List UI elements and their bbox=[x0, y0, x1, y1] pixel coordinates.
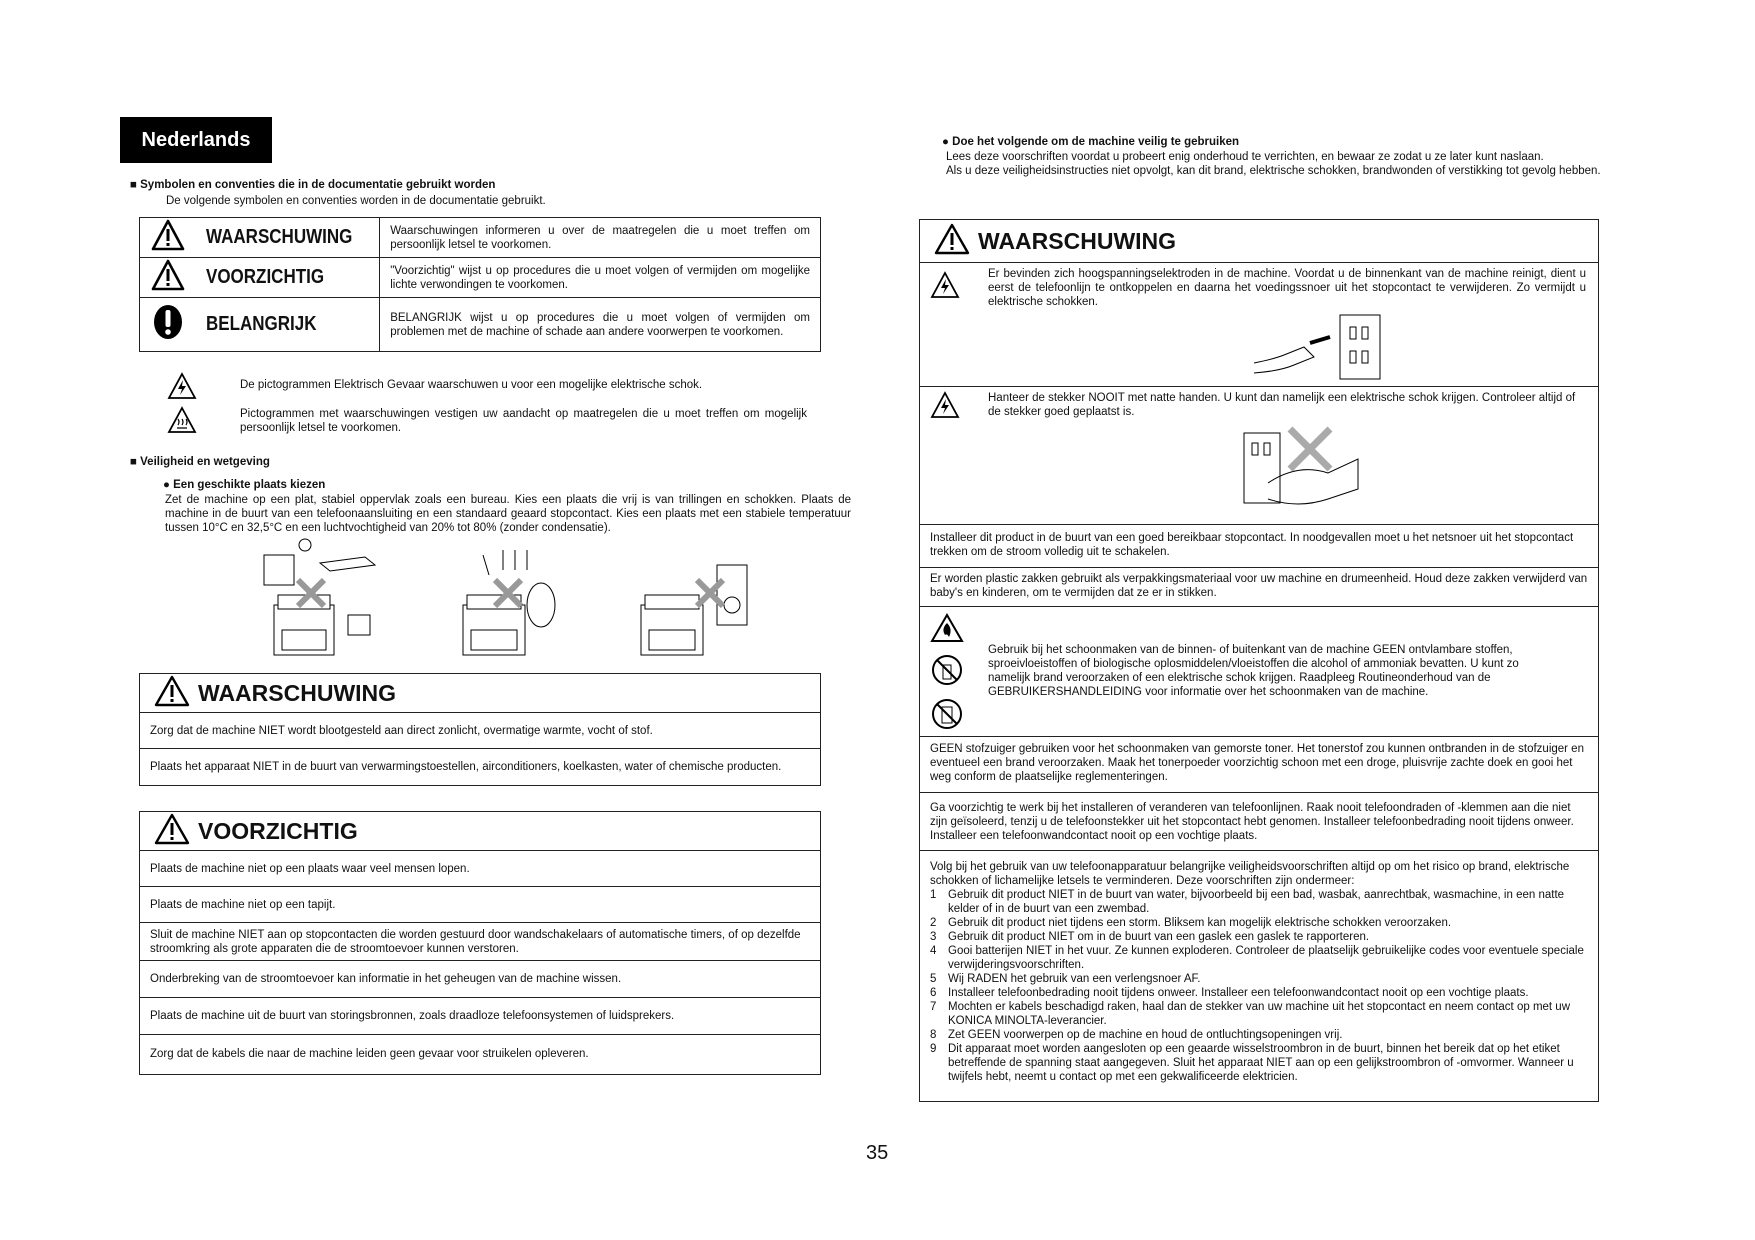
electrical-hazard-icon bbox=[930, 271, 960, 303]
pictogram-text-warning: Pictogrammen met waarschuwingen vestigen uw aandacht op maatregelen die u moet treffen om mogelijk persoonlijk letsel te voorkomen. bbox=[240, 408, 807, 434]
right-warning-box bbox=[919, 219, 1599, 1102]
right-row-outlet: Installeer dit product in de buurt van een goed bereikbaar stopcontact. In noodgevallen moet u het netsnoer uit het stopcontact trekken om de stroom volledig uit te schakelen. bbox=[920, 524, 1598, 567]
right-row-text: Er bevinden zich hoogspanningselektroden in de machine. Voordat u de binnenkant van de machine reinigt, dient u eerst de telefoonlijn te ontkoppelen en daarna het voedingssnoer uit het stopcontact te verwijderen. Zo vermijdt u elektrische schokken. bbox=[988, 268, 1586, 308]
right-intro-title: ● Doe het volgende om de machine veilig te gebruiken bbox=[942, 136, 1240, 148]
symbols-table bbox=[139, 217, 821, 352]
right-row-phone-lines: Ga voorzichtig te werk bij het installeren of veranderen van telefoonlijnen. Raak nooit telefoondraden of -klemmen aan die niet zijn geïsoleerd, tenzij u de telefoonstekker uit het stopcontact hebt genomen. Installeer telefoonbedrading nooit tijdens onweer. Installeer een telefoonwandcontact nooit op een vochtige plaats. bbox=[920, 792, 1598, 850]
symbol-row-caution bbox=[140, 258, 821, 298]
hot-surface-icon bbox=[167, 406, 197, 439]
symbol-row-warning bbox=[140, 218, 821, 258]
exclamation-circle-icon bbox=[140, 298, 197, 352]
pictogram-text-electrical: De pictogrammen Elektrisch Gevaar waarschuwen u voor een mogelijke elektrische schok. bbox=[240, 379, 703, 391]
language-tab: Nederlands bbox=[120, 117, 272, 163]
list-item: 1 Gebruik dit product NIET in de buurt van water, bijvoorbeeld bij een bad, wasbak, aanrechtbak, wasmachine, in een natte kelder of in de buurt van een zwembad. bbox=[930, 889, 1565, 915]
left-warning-row: Zorg dat de machine NIET wordt blootgesteld aan direct zonlicht, overmatige warmte, vocht of stof. bbox=[140, 712, 820, 748]
right-row-phone-safety bbox=[920, 850, 1598, 1100]
section-title-symbols: ■ Symbolen en conventies die in de documentatie gebruikt worden bbox=[130, 179, 496, 191]
list-item: 3 Gebruik dit product NIET om in de buurt van een gaslek een gaslek te rapporteren. bbox=[930, 931, 1370, 943]
list-item: 5 Wij RADEN het gebruik van een verlengsnoer AF. bbox=[930, 973, 1201, 985]
warning-triangle-icon bbox=[154, 675, 190, 712]
symbol-row-important bbox=[140, 298, 821, 352]
right-row-text: Hanteer de stekker NOOIT met natte handen. U kunt dan namelijk een elektrische schok krijgen. Controleer altijd of de stekker goed geplaatst is. bbox=[988, 392, 1576, 418]
right-row-plastic-bags: Er worden plastic zakken gebruikt als verpakkingsmateriaal voor uw machine en drumeenheid. Houd deze zakken verwijderd van baby's en kinderen, om te vermijden dat ze er in stikken. bbox=[920, 567, 1598, 606]
left-caution-row: Plaats de machine niet op een tapijt. bbox=[140, 886, 820, 922]
left-caution-title: VOORZICHTIG bbox=[198, 817, 358, 844]
right-warning-header bbox=[920, 220, 1598, 262]
list-item: 4 Gooi batterijen NIET in het vuur. Ze kunnen exploderen. Controleer de plaatselijk gebruikelijke codes voor eventuele speciale verwijderingsvoorschriften. bbox=[930, 945, 1584, 971]
left-warning-row: Plaats het apparaat NIET in de buurt van verwarmingstoestellen, airconditioners, koelkasten, water of chemische producten. bbox=[140, 748, 820, 785]
list-item: 6 Installeer telefoonbedrading nooit tijdens onweer. Installeer een telefoonwandcontact nooit op een vochtige plaats. bbox=[930, 987, 1529, 999]
illustration-speaker bbox=[637, 555, 757, 670]
warning-triangle-icon bbox=[140, 258, 197, 298]
right-row-text: Volg bij het gebruik van uw telefoonapparatuur belangrijke veiligheidsvoorschriften altijd op om het risico op brand, elektrische schokken of lichamelijke letsels te verminderen. Deze voorschriften zijn ondermeer: bbox=[930, 861, 1570, 887]
left-caution-header bbox=[140, 812, 820, 850]
symbol-word-caution: VOORZICHTIG bbox=[206, 266, 325, 288]
illustration-water-chemicals bbox=[453, 535, 573, 670]
left-warning-box bbox=[139, 673, 821, 786]
section-title-safety: ■ Veiligheid en wetgeving bbox=[130, 456, 270, 468]
right-intro-text1: Lees deze voorschriften voordat u probeert enig onderhoud te verrichten, en bewaar ze zodat u ze later kunt naslaan. bbox=[946, 151, 1544, 163]
left-warning-header bbox=[140, 674, 820, 712]
no-flammable-icon bbox=[930, 697, 964, 735]
unplug-illustration bbox=[1250, 311, 1390, 387]
symbol-word-important: BELANGRIJK bbox=[206, 313, 317, 335]
left-caution-box bbox=[139, 811, 821, 1075]
right-intro-text2: Als u deze veiligheidsinstructies niet opvolgt, kan dit brand, elektrische schokken, brandwonden of verstikking tot gevolg hebben. bbox=[946, 165, 1601, 177]
left-warning-title: WAARSCHUWING bbox=[198, 679, 397, 706]
wet-hands-illustration bbox=[1240, 423, 1370, 523]
symbol-word-warning: WAARSCHUWING bbox=[206, 226, 353, 248]
right-row-electrodes bbox=[920, 262, 1598, 386]
illustration-sun-heat bbox=[260, 535, 380, 670]
electrical-hazard-icon bbox=[930, 391, 960, 423]
section-intro-symbols: De volgende symbolen en conventies worden in de documentatie gebruikt. bbox=[166, 195, 546, 207]
subsection-title-location: ● Een geschikte plaats kiezen bbox=[163, 479, 326, 491]
left-caution-row: Plaats de machine uit de buurt van storingsbronnen, zoals draadloze telefoonsystemen of luidsprekers. bbox=[140, 997, 820, 1034]
electrical-hazard-icon bbox=[167, 372, 197, 405]
left-caution-row: Sluit de machine NIET aan op stopcontacten die worden gestuurd door wandschakelaars of automatische timers, of op dezelfde stroomkring als grote apparaten die de stroomtoevoer kunnen verstoren. bbox=[140, 922, 820, 960]
right-row-toner: GEEN stofzuiger gebruiken voor het schoonmaken van gemorste toner. Het tonerstof zou kunnen ontbranden in de stofzuiger en eventueel een brand veroorzaken. Maak het tonerpoeder voorzichtig schoon met een droge, pluisvrije zachte doek en gooi het weg conform de plaatselijke reglementeringen. bbox=[920, 736, 1598, 792]
left-caution-row: Plaats de machine niet op een plaats waar veel mensen lopen. bbox=[140, 850, 820, 886]
list-item: 2 Gebruik dit product niet tijdens een storm. Bliksem kan mogelijk elektrische schokken veroorzaken. bbox=[930, 917, 1452, 929]
list-item: 8 Zet GEEN voorwerpen op de machine en houd de ontluchtingsopeningen vrij. bbox=[930, 1029, 1343, 1041]
safety-list bbox=[930, 888, 1588, 1084]
symbol-desc-important: BELANGRIJK wijst u op procedures die u moet volgen of vermijden om problemen met de machine of schade aan andere voorwerpen te voorkomen. bbox=[380, 298, 821, 352]
page-number: 35 bbox=[866, 1142, 889, 1164]
symbol-desc-caution: "Voorzichtig" wijst u op procedures die u moet volgen of vermijden om mogelijke lichte verwondingen te voorkomen. bbox=[380, 258, 821, 298]
subsection-text-location: Zet de machine op een plat, stabiel oppervlak zoals een bureau. Kies een plaats die vrij is van trillingen en schokken. Plaats de machine in de buurt van een telefoonaansluiting en een standaard geaard stopcontact. Kies een plaats met een stabiele temperatuur tussen 10°C en 32,5°C en een luchtvochtigheid van 20% tot 80% (zonder condensatie). bbox=[165, 494, 851, 534]
warning-triangle-icon bbox=[154, 813, 190, 850]
right-row-wet-hands bbox=[920, 386, 1598, 524]
warning-triangle-icon bbox=[934, 223, 970, 260]
left-caution-row: Zorg dat de kabels die naar de machine leiden geen gevaar voor struikelen opleveren. bbox=[140, 1034, 820, 1072]
fire-hazard-icon bbox=[930, 613, 964, 647]
list-item: 9 Dit apparaat moet worden aangesloten op een geaarde wisselstroombron in de buurt, binnen het bereik dat op het etiket betreffende de spanning staat aangegeven. Sluit het apparaat NIET aan op een gelijkstroombron of -omvormer. Wanneer u twijfels hebt, neemt u contact op met een gekwalificeerde elektricien. bbox=[930, 1043, 1574, 1083]
right-warning-title: WAARSCHUWING bbox=[978, 227, 1177, 254]
symbol-desc-warning: Waarschuwingen informeren u over de maatregelen die u moet treffen om persoonlijk letsel te voorkomen. bbox=[380, 218, 821, 258]
list-item: 7 Mochten er kabels beschadigd raken, haal dan de stekker van uw machine uit het stopcontact en neem contact op met uw KONICA MINOLTA-leverancier. bbox=[930, 1001, 1571, 1027]
right-row-cleaning bbox=[920, 606, 1598, 736]
right-row-text: Gebruik bij het schoonmaken van de binnen- of buitenkant van de machine GEEN ontvlambare stoffen, sproeivloeistoffen of biologische oplosmiddelen/vloeistoffen die alcohol of ammoniak bevatten. U kunt zo namelijk brand veroorzaken of een elektrische schok krijgen. Raadpleeg Routineonderhoud van de GEBRUIKERSHANDLEIDING voor informatie over het schoonmaken van de machine. bbox=[988, 644, 1519, 698]
warning-triangle-icon bbox=[140, 218, 197, 258]
left-caution-row: Onderbreking van de stroomtoevoer kan informatie in het geheugen van de machine wissen. bbox=[140, 960, 820, 997]
no-spray-icon bbox=[930, 653, 964, 691]
